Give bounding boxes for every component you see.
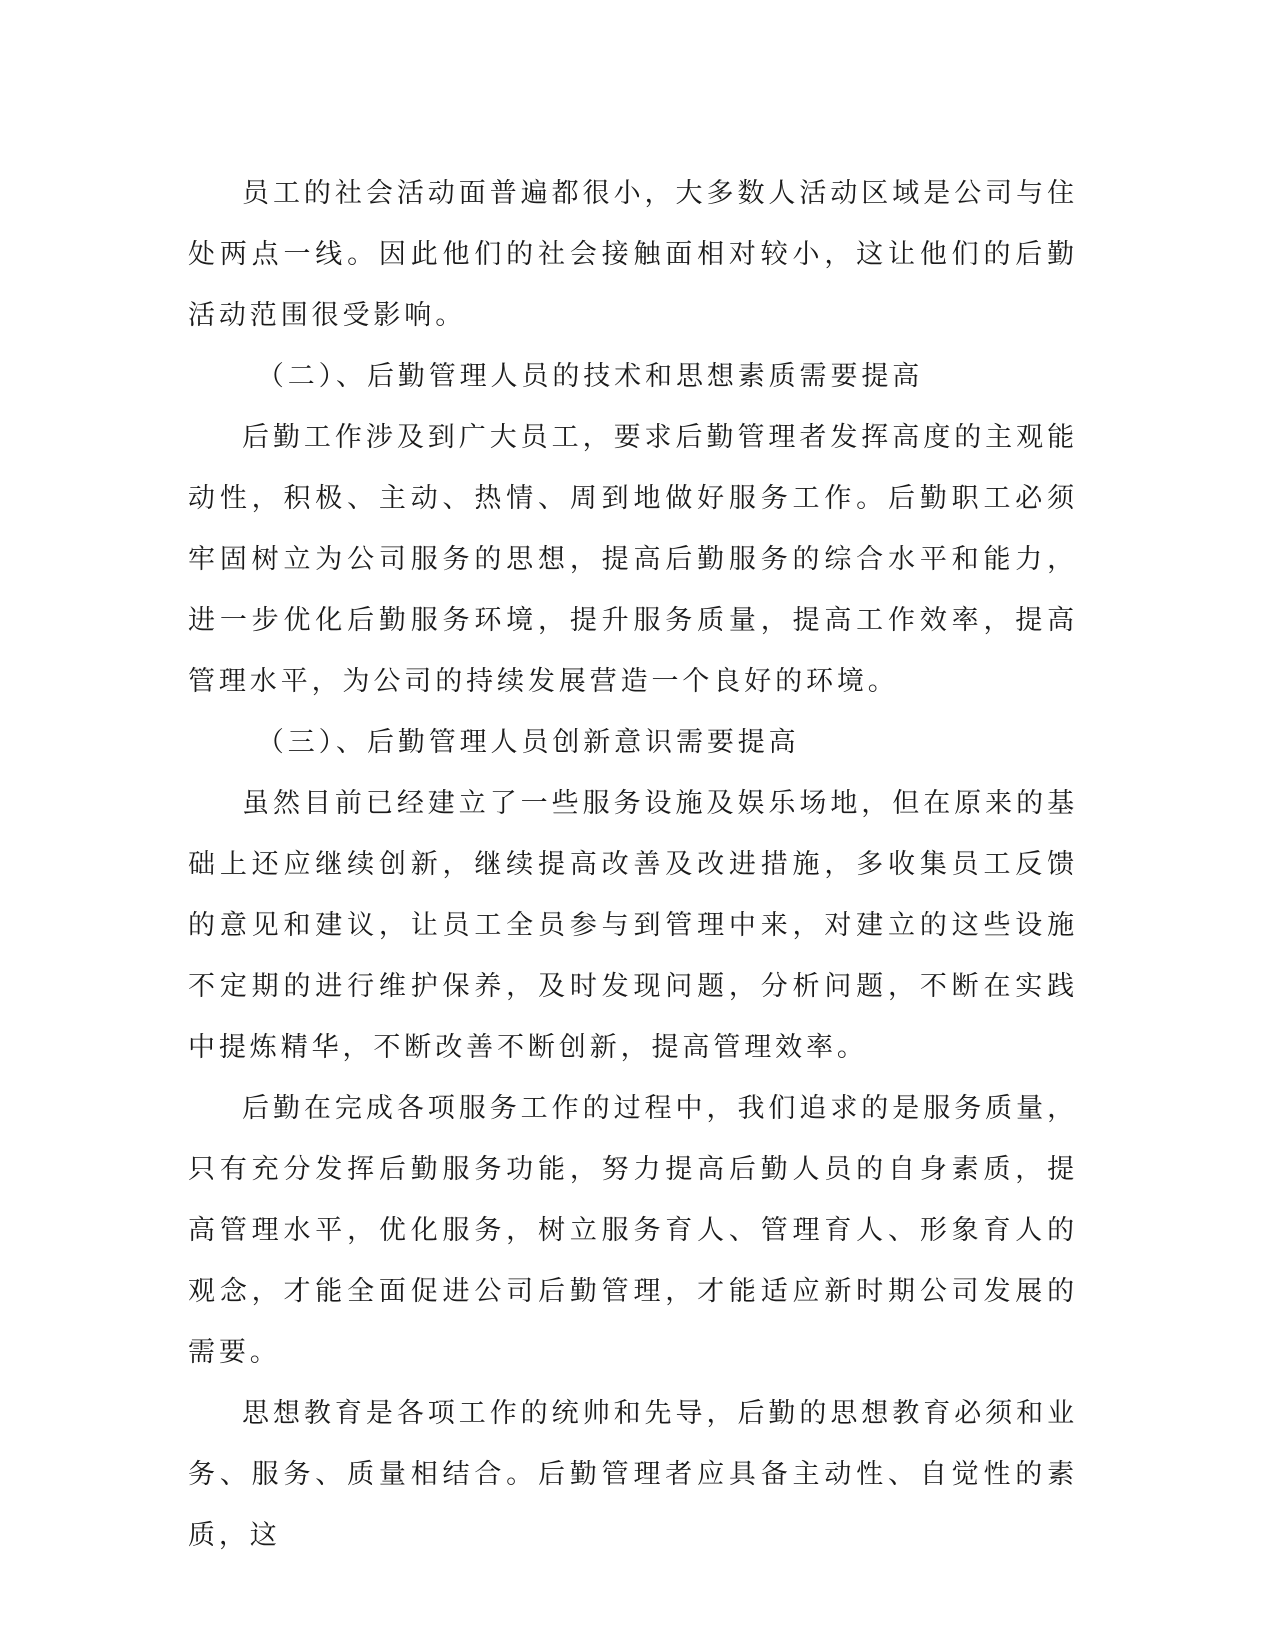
paragraph-employee-activity: 员工的社会活动面普遍都很小，大多数人活动区域是公司与住处两点一线。因此他们的社会接触面相对较小，这让他们的后勤活动范围很受影响。 [188, 178, 1078, 331]
paragraph-ideological-education: 思想教育是各项工作的统帅和先导，后勤的思想教育必须和业务、服务、质量相结合。后勤管理者应具备主动性、自觉性的素质，这 [188, 1398, 1078, 1551]
paragraph-innovation: 虽然目前已经建立了一些服务设施及娱乐场地，但在原来的基础上还应继续创新，继续提高改善及改进措施，多收集员工反馈的意见和建议，让员工全员参与到管理中来，对建立的这些设施不定期的进行维护保养，及时发现问题，分析问题，不断在实践中提炼精华，不断改善不断创新，提高管理效率。 [188, 788, 1078, 1063]
document-body [188, 163, 1078, 1566]
section-heading-3: （三）、后勤管理人员创新意识需要提高 [256, 727, 800, 758]
section-heading-2: （二）、后勤管理人员的技术和思想素质需要提高 [256, 361, 924, 392]
paragraph-service-goals: 后勤在完成各项服务工作的过程中，我们追求的是服务质量，只有充分发挥后勤服务功能，努力提高后勤人员的自身素质，提高管理水平，优化服务，树立服务育人、管理育人、形象育人的观念，才能全面促进公司后勤管理，才能适应新时期公司发展的需要。 [188, 1093, 1078, 1368]
paragraph-service-quality: 后勤工作涉及到广大员工，要求后勤管理者发挥高度的主观能动性，积极、主动、热情、周到地做好服务工作。后勤职工必须牢固树立为公司服务的思想，提高后勤服务的综合水平和能力，进一步优化后勤服务环境，提升服务质量，提高工作效率，提高管理水平，为公司的持续发展营造一个良好的环境。 [188, 422, 1078, 697]
